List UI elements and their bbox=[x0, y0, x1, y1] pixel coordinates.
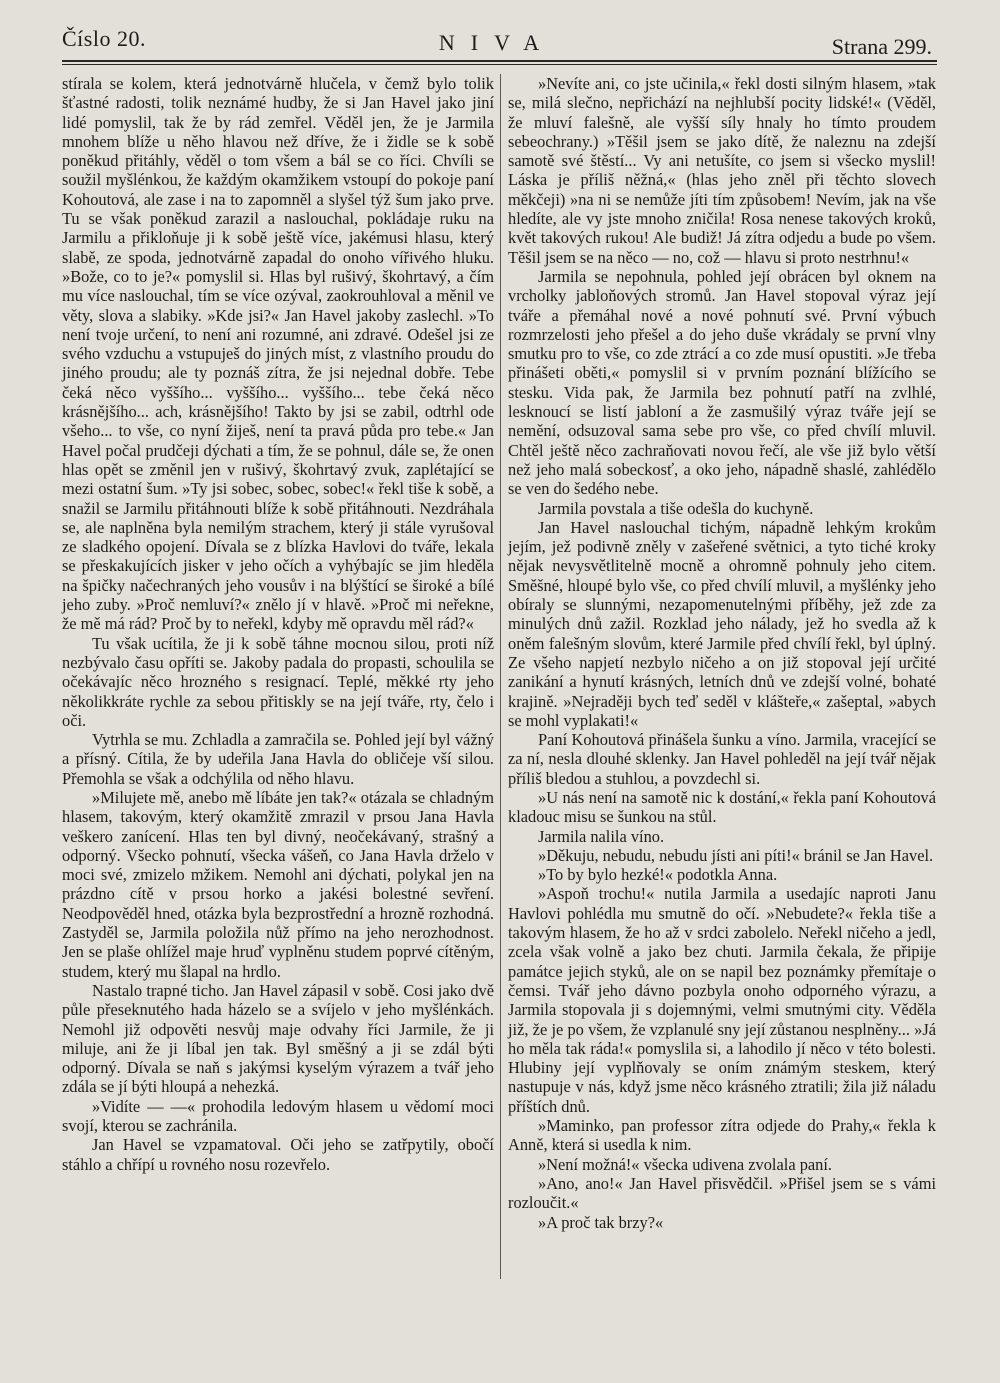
paragraph: »Ano, ano!« Jan Havel přisvědčil. »Přišel jsem se s vámi rozloučit.« bbox=[508, 1173, 936, 1213]
paragraph: Jarmila povstala a tiše odešla do kuchyně. bbox=[538, 498, 814, 518]
paragraph: »Nevíte ani, co jste učinila,« řekl dosti silným hlasem, »tak se, milá slečno, nepřichází na nejhlubší pocity lidské!« (Věděl, že mluví falešně, ale vyšší síly hnaly ho tímto proudem sebeochrany.) »Těšil jsem se jako dítě, že naleznu na zdejší samotě své štěstí... Vy ani netušíte, co jsem si všecko myslil! Láska je příliš něžná,« (hlas jeho zněl při těchto slovech měkčeji) »na ni se nemůže jíti tím způsobem! Nevím, jak na vše hledíte, ale vy jste mnoho zničila! Rosa nenese takových kroků, květ takových rukou! Ale budiž! Já zítra odjedu a bude po všem. Těšil jsem se na něco — no, což — hlavu si proto nestrhnu!« bbox=[508, 74, 936, 267]
paragraph: »Děkuju, nebudu, nebudu jísti ani píti!« bránil se Jan Havel. bbox=[538, 845, 934, 865]
column-divider bbox=[500, 74, 501, 1279]
paragraph: »To by bylo hezké!« podotkla Anna. bbox=[538, 865, 778, 885]
paragraph: Jan Havel se vzpamatoval. Oči jeho se zatřpytily, obočí stáhlo a chřípí u rovného nosu rozevřelo. bbox=[62, 1135, 494, 1174]
paragraph: »Maminko, pan professor zítra odjede do Prahy,« řekla k Anně, která si usedla k nim. bbox=[508, 1116, 936, 1155]
left-column bbox=[62, 74, 494, 1174]
issue-number: Číslo 20. bbox=[62, 26, 146, 51]
paragraph: Jan Havel naslouchal tichým, nápadně lehkým krokům jejím, jež podivně zněly v zašeřené světnici, a tyto tiché kroky nějak nevysvětlitelně mocně a ohromně pohnuly jeho citem. Směšné, hloupé bylo vše, co před chvílí mluvil, a myšlénky jeho obíraly se slunnými, nezapomenutelnými příběhy, jež zde za minulých dnů zažil. Rozklad jeho nálady, jež ho svedla až k oněm falešným slovům, které Jarmile před chvílí řekl, byl úplný. Ze všeho napjetí nezbylo ničeho a on již stopoval její určité zanikání a hynutí krásných, letních dnů ve zdejší volné, bohaté krajině. »Nejraději bych teď seděl v klášteře,« zašeptal, »abych se mohl vyplakati!« bbox=[508, 517, 936, 730]
header-rule bbox=[62, 60, 937, 65]
paragraph: »Vidíte — —« prohodila ledovým hlasem u vědomí moci svojí, kterou se zachránila. bbox=[62, 1096, 494, 1136]
paragraph: »Milujete mě, anebo mě líbáte jen tak?« otázala se chladným hlasem, takovým, který okamžitě zmrazil v prsou Jana Havla veškero zanícení. Hlas ten byl divný, neočekávaný, strašný a odporný. Všecko pohnutí, všecka vášeň, co Jana Havla drželo v moci své, zmizelo mžikem. Nemohl ani dýchati, polykal jen na prázdno cítě v prsou horko a jakési bolestné sevření. Neodpověděl hned, otázka byla bezprostřední a hrozně rozhodná. Zastyděl se, Jarmila položila nůž přímo na jeho nerozhodnost. Jen se plaše ohlížel maje hruď vyplněnu studem poprvé cítěným, studem, který mu šlapal na hrdlo. bbox=[62, 787, 494, 981]
paragraph: stírala se kolem, která jednotvárně hlučela, v čemž bylo tolik šťastné radosti, tolik neznámé hudby, že si Jan Havel jako jiní lidé pomyslil, tak že by rád zemřel. Věděl jen, že je Jarmila mnohem blíže u něho hlavou než dříve, že i židle se k sobě poněkud přitáhly, věděl o tom všem a bál se co říci. Chvíli se soužil myšlénkou, že každým okamžikem vstoupí do pokoje paní Kohoutová, ale zase i na to zapomněl a slyšel týž šum jako prve. Tu se však poněkud zarazil a naslouchal, pokládaje ruku na Jarmilu a přikloňuje ji k sobě ještě více, jakémusi hlasu, který slabě, ze spoda, jednotvárně zapadal do onoho vířivého hluku. »Bože, co to je?« pomyslil si. Hlas byl rušivý, škohrtavý, a čím mu více naslouchal, tím se více ozýval, zaokrouhloval a měnil ve věty, slova a slabiky. »Kde jsi?« Jan Havel jakoby zaslechl. »To není tvoje určení, to není ani rozumné, ani zdravé. Odešel jsi ze svého vzduchu a vstupuješ do jiných míst, z vlastního proudu do jiného proudu; ale ty poznáš zítra, že jsi nejednal dobře. Tebe čeká něco vyššího... vyššího... vyššího... tebe čeká něco krásnějšího... ach, krásnějšího! Takto by jsi se zabil, odtrhl ode všeho... to vše, co nyní žiješ, není ta pravá půda pro tebe.« Jan Havel počal prudčeji dýchati a tím, že se pohnul, dále se, že onen hlas opět se změnil jen v rušivý, škohrtavý zvuk, zaplétající se mezi ostatní šum. »Ty jsi sobec, sobec, sobec!« řekl tiše k sobě, a snažil se Jarmilu přitáhnouti blíže k sobě přitáhnouti. Nezdráhala se, ale naplněna byla nemilým strachem, který ji stále vyrušoval ze sladkého opojení. Dívala se z blízka Havlovi do tváře, lekala se přeskakujících jisker v jeho očích a vyhýbajíc se jim hleděla na špičky načechraných jeho vousův i na blýštící se široké a bílé jeho zuby. »Proč nemluví?« znělo jí v hlavě. »Proč mi neřekne, že mě má rád? Proč by to neřekl, kdyby mě opravdu měl rád?« bbox=[62, 74, 494, 634]
paragraph: »U nás není na samotě nic k dostání,« řekla paní Kohoutová kladouc misu se šunkou na stůl. bbox=[508, 787, 936, 827]
paragraph: Tu však ucítila, že ji k sobě táhne mocnou silou, proti níž nezbývalo času opříti se. Jakoby padala do propasti, schoulila se očekávajíc něco hrozného s resignací. Teplé, měkké rty jeho několikkráte rychle za sebou přitiskly se na její tváře, rty, čelo i oči. bbox=[62, 633, 494, 730]
paragraph: »Aspoň trochu!« nutila Jarmila a usedajíc naproti Janu Havlovi pohlédla mu smutně do očí. »Nebudete?« řekla tiše a takovým hlasem, že ho až v srdci zabolelo. Neřekl ničeho a jedl, zcela však volně a jako bez chuti. Jarmila čekala, že připije památce jejich styků, ale on se napil bez poznámky přemítaje o čemsi. Tvář jeho dávno pozbyla onoho odporného výrazu, a Jarmila stopovala ji s dojemnými, velmi smutnými city. Věděla již, že je po všem, že vzplanulé sny její zůstanou nesplněny... »Já ho měla tak ráda!« pomyslila si, a lahodilo jí něco v této bolesti. Hlubiny její vyplňovaly se oním známým steskem, který nastupuje v nás, když jsme něco krásného ztratili; žila již náladu příštích dnů. bbox=[508, 884, 936, 1116]
page-number: Strana 299. bbox=[831, 34, 932, 59]
paragraph: Vytrhla se mu. Zchladla a zamračila se. Pohled její byl vážný a přísný. Cítila, že by udeřila Jana Havla do obličeje vší silou. Přemohla se však a odchýlila od něho hlavu. bbox=[62, 730, 494, 788]
paragraph: »Není možná!« všecka udivena zvolala paní. bbox=[538, 1154, 833, 1174]
paragraph: Jarmila se nepohnula, pohled její obrácen byl oknem na vrcholky jabloňových stromů. Jan Havel stopoval výraz její tváře a přemáhal nové a nové pohnutí své. První výbuch rozmrzelosti jeho přešel a do jeho duše vkrádaly se první vlny smutku pro to vše, co zde ztrácí a co zde musí opustiti. »Je třeba přinášeti oběti,« pomyslil si v prvním poznání blížícího se stesku. Vida pak, že Jarmila bez pohnutí patří na zvlhlé, lesknoucí se listí jabloní a že zasmušilý výraz tváře její se nemění, odsuzoval sama sebe pro vše, co před chvílí mluvil. Chtěl ještě něco zachraňovati novou řečí, ale vše již bylo větší než jeho malá sobeckosť, a oko jeho, nápadně shaslé, zahlédělo se ven do šedého nebe. bbox=[508, 266, 936, 499]
paragraph: Nastalo trapné ticho. Jan Havel zápasil v sobě. Cosi jako dvě půle přeseknutého hada házelo se a svíjelo v jeho myšlénkách. Nemohl již odpověti nesvůj maje odvahy říci Jarmile, že ji miluje, ani že ji líbal jen tak. Byl směšný a ji se zdál býti odporný. Dívala se naň s jakýmsi kyselým výrazem a tvář jeho zdála se jí býti hloupá a nehezká. bbox=[62, 980, 494, 1097]
paragraph: Paní Kohoutová přinášela šunku a víno. Jarmila, vracející se za ní, nesla dlouhé sklenky. Jan Havel pohleděl na její tvář nějak příliš bledou a stuhlou, a povzdechl si. bbox=[508, 730, 936, 788]
paragraph: Jarmila nalila víno. bbox=[538, 826, 665, 846]
right-column bbox=[508, 74, 936, 1232]
magazine-title: NIVA bbox=[438, 30, 556, 55]
paragraph: »A proč tak brzy?« bbox=[538, 1212, 664, 1232]
page-header bbox=[62, 22, 932, 59]
